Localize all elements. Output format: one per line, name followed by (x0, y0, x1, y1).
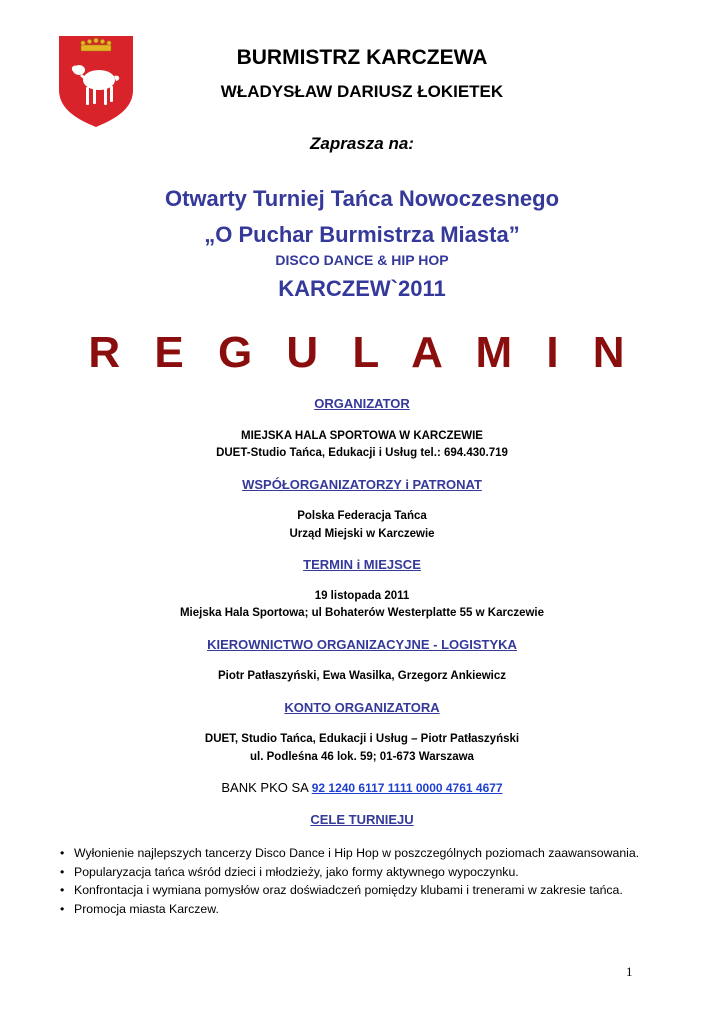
section-heading-date-place: TERMIN i MIEJSCE (303, 557, 421, 572)
event-date: 19 listopada 2011 (314, 590, 410, 602)
goals-list (60, 844, 680, 919)
section-heading-goals: CELE TURNIEJU (310, 812, 414, 827)
section-heading-account: KONTO ORGANIZATORA (284, 700, 440, 715)
section-heading-organizer: ORGANIZATOR (314, 396, 410, 411)
mayor-name: WŁADYSŁAW DARIUSZ ŁOKIETEK (220, 82, 504, 101)
goal-text: Wyłonienie najlepszych tancerzy Disco Dance i Hip Hop w poszczególnych poziomach zaawansowania. (74, 846, 640, 860)
event-place-year: KARCZEW`2011 (278, 276, 446, 301)
list-item (60, 844, 680, 863)
account-holder: DUET, Studio Tańca, Edukacji i Usług – Piotr Patłaszyński (204, 733, 520, 745)
invite-text: Zaprasza na: (310, 134, 414, 153)
mayor-title: BURMISTRZ KARCZEWA (236, 46, 488, 69)
section-heading-co-organizers: WSPÓŁORGANIZATORZY i PATRONAT (242, 477, 482, 492)
event-venue: Miejska Hala Sportowa; ul Bohaterów Westerplatte 55 w Karczewie (179, 607, 545, 619)
bullet-icon: • (60, 883, 65, 898)
event-dance-styles: DISCO DANCE & HIP HOP (275, 252, 449, 268)
organizer-line-2: DUET-Studio Tańca, Edukacji i Usług tel.: 694.430.719 (216, 447, 508, 459)
co-organizer-line-1: Polska Federacja Tańca (297, 510, 427, 522)
list-item (60, 863, 680, 882)
bullet-icon: • (60, 864, 65, 879)
page-number: 1 (626, 964, 633, 979)
bullet-icon: • (60, 902, 65, 917)
bank-line (0, 780, 724, 795)
bank-label: BANK PKO SA (221, 780, 309, 795)
event-title-line1: Otwarty Turniej Tańca Nowoczesnego (164, 186, 560, 211)
section-heading-management: KIEROWNICTWO ORGANIZACYJNE - LOGISTYKA (207, 637, 517, 652)
bank-account-link[interactable]: 92 1240 6117 1111 0000 4761 4677 (311, 781, 503, 795)
goal-text: Popularyzacja tańca wśród dzieci i młodzieży, jako formy aktywnego wypoczynku. (74, 864, 519, 879)
list-item (60, 881, 680, 900)
list-item (60, 900, 680, 919)
bullet-icon: • (60, 846, 65, 860)
goal-text: Konfrontacja i wymiana pomysłów oraz doświadczeń pomiędzy klubami i trenerami w zakresie tańca. (74, 883, 623, 898)
management-names: Piotr Patłaszyński, Ewa Wasilka, Grzegorz Ankiewicz (217, 670, 507, 682)
document-title: R E G U L A M I N (88, 328, 636, 377)
account-address: ul. Podleśna 46 lok. 59; 01-673 Warszawa (250, 751, 474, 763)
event-title-line2: „O Puchar Burmistrza Miasta” (204, 222, 520, 247)
organizer-line-1: MIEJSKA HALA SPORTOWA W KARCZEWIE (241, 430, 483, 442)
co-organizer-line-2: Urząd Miejski w Karczewie (289, 528, 435, 540)
goal-text: Promocja miasta Karczew. (74, 902, 219, 917)
